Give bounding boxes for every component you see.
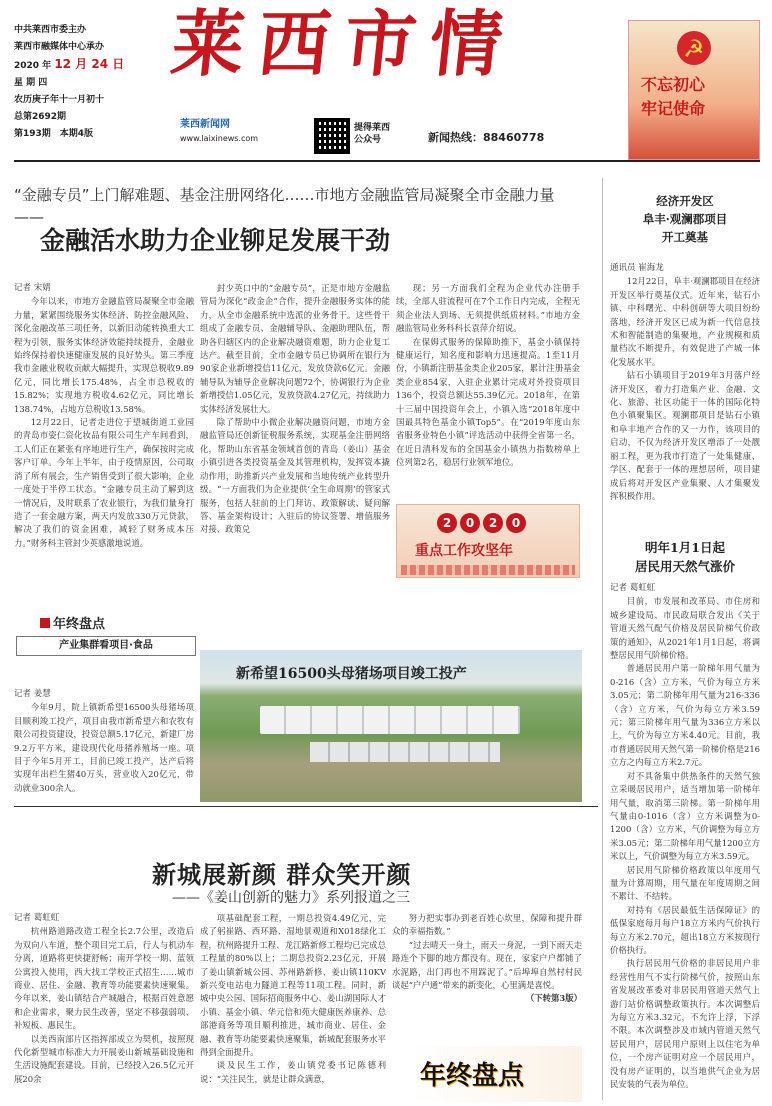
year-end-badge: 年终盘点 [412,1046,582,1102]
article-body [610,275,760,503]
byline: 记者 葛虹虹 [610,583,656,593]
article-column [610,582,760,1102]
square-icon [40,618,50,628]
sponsor-line: 中共莱西市委主办 [14,25,87,35]
site-url[interactable]: www.laixinews.com [180,133,259,143]
campaign-banner [396,504,580,578]
paragraph: 封少英口中的“金融专员”，正是市地方金融监管局为深化“政金企”合作，提升金融服务实体的能力，从全市金融系统中选派的业务骨干。这些骨干组成了金融专员、金融辅导队、金融助理队伍，帮助各归辖区内的企业解决融资难题，助力企业复工达产。截至目前，全市金融专员已协调所在银行为90家企业新增授信11亿元，发放贷款6亿元。金融辅导队为辅导企业解决问题72个，协调银行为企业新增授信1.05亿元，发放贷款4.27亿元，持续助力实体经济发展壮大。 [200,283,390,414]
article-column [396,282,580,492]
paragraph: 12月22日，记者走进位于望城街道工业园的青岛市姿仁资化妆品有限公司生产车间看到，工人们正在紧张有序地进行生产，确保按时完成客户订单。今年上半年，由于疫情原因，公司取消了所有展会，生产销售受到了很大影响，企业一度处于半停工状态。“金融专员主动了解到这一情况后，及时联系了农业银行，为我们量身打造了一套金融方案，两天内发放330万元贷款，解决了我们的资金困难，减轻了财务成本压力。”财务科主管封少英感激地说道。 [14,417,194,548]
byline: 记者 葛虹虹 [14,913,60,923]
paragraph: 居民用气阶梯价格政策以年度用气量为计算周期，用气量在年度周期之间不累计、不结转。 [610,864,760,902]
story-subheadline: ——《姜山创新的魅力》系列报道之三 [172,890,410,906]
site-logo[interactable] [180,118,310,144]
section-tag: 年终盘点 [40,616,105,635]
article-column [14,688,194,796]
sponsor-line: 莱西市融媒体中心承办 [14,42,105,52]
issue-number: 第193期 本期4版 [14,129,94,139]
paragraph: 对持有《居民最低生活保障证》的低保家庭每月每户18立方米内气价执行每立方米2.70元，超出18立方米按现行价格执行。 [610,904,760,955]
news-hotline: 新闻热线：88460778 [428,131,545,144]
column-divider [602,178,603,1100]
masthead-info [14,22,164,143]
total-issue: 总第2692期 [14,112,67,122]
story-headline[interactable]: 经济开发区 阜丰·观澜郡项目 开工奠基 [642,194,728,244]
byline: 通讯员 崔海龙 [610,263,664,273]
paragraph: 目前，市发展和改革局、市住房和城乡建设局、市民政局联合发出《关于管道天然气配气价格及居民阶梯气价政策的通知》，从2021年1月1日起，将调整居民用气阶梯价格。 [610,596,760,661]
newspaper-title: 莱西市情 [167,1,521,86]
farm-building [310,742,500,762]
article-body [396,282,580,470]
article-column [610,262,760,562]
story-headline[interactable]: 新城展新颜 群众笑开颜 [152,860,412,889]
article-body [14,925,194,1086]
article-body [610,595,760,1091]
photo-caption: 新希望16500头母猪场项目竣工投产 [236,666,467,682]
paragraph: 在保姆式服务的保障助推下，基金小镇保持健康运行，知名度和影响力迅速提高。1至11月份，小镇新注册基金类企业205家，累计注册基金类企业854家，入驻企业累计完成对外投资项目136个，投资总额达55.39亿元。2018年，在第十三届中国投资年会上，小镇入选“2018年度中国最具特色基金小镇Top5”。在“2019年度山东省服务业特色小镇”评选活动中获得全省第一名，在近日清科发布的全国基金小镇热力指数榜单上位列第2名，稳居行业领军地位。 [396,336,580,468]
paragraph: “过去晴天一身土，雨天一身泥，一到下雨天走路连个下脚的地方都没有。现在，家家户户都铺了水泥路，出门再也不用踩泥了。”后埠埠自然村村民谈起“户户通”带来的新变化，心里满是喜悦。 [392,939,582,991]
paragraph: 今年以来，市地方金融监管局凝聚全市金融力量，紧紧围绕服务实体经济、防控金融风险、深化金融改革三项任务，以新旧动能转换重大工程为引领，服务实体经济效能持续提升，金融业始终保持着快速健康发展的良好势头。第三季度我市金融业税收贡献大幅提升，实现总税收9.89亿元，同比增长175.48%，占全市总税收的15.82%；实现地方税收4.62亿元，同比增长138.74%，占地方总税收13.58%。 [14,296,194,414]
paragraph: 执行居民用气价格的非居民用户非经营性用气不实行阶梯气价，按照山东省发展改革委对非居民用管道天然气上游门站价格调整政策执行。本次调整后为每立方米3.32元，不允许上浮，下浮不限。本次调整涉及市域内管道天然气居民用户，居民用户原则上以住宅为单位，一个房产证明对应一个居民用户，没有房产证明的，以当地供气企业为居民安装的气表为单位。 [610,958,760,1090]
article-column [14,912,194,1102]
skyline-graphic [401,565,575,575]
lead-headline[interactable]: 金融活水助力企业铆足发展干劲 [40,226,391,255]
paragraph: 努力把实事办到老百姓心坎里，保障和提升群众的幸福指数。” [392,913,582,937]
qr-code-icon [314,118,350,154]
article-column [200,282,390,582]
section-subtitle: 产业集群看项目·食品 [16,636,196,656]
article-column [392,912,582,1012]
divider [14,806,598,807]
paragraph: 谈及民生工作，姜山镇党委书记陈德利说：“关注民生，就是让群众满意， [200,1060,386,1084]
article-body [200,282,390,537]
party-emblem-icon [677,31,711,65]
site-name: 莱西新闻网 [180,119,230,130]
byline: 记者 姜慧 [14,689,51,699]
divider [14,160,760,162]
banner-label: 重点工作攻坚年 [415,543,513,559]
paragraph: 钻石小镇项目于2019年3月落户经济开发区，着力打造集产业、金融、文化、旅游、社区功能于一体的国际化特色小镇聚集区。观澜郡项目是钻石小镇和阜丰地产合作的又一力作，该项目的启动，不仅为经济开发区增添了一处靓丽工程，更为我市打造了一处集健康、学区、配套于一体的理想居所，项目建成后将对开发区产业集聚、人才集聚发挥积极作用。 [610,370,760,501]
paragraph: 现；另一方面我们全程为企业代办注册手续，全部人驻流程可在7个工作日内完成，全程无须企业法人到场、无须提供纸质材料。”市地方金融监管局业务科科长袁萍介绍说。 [396,283,580,334]
paragraph: 杭州路道路改造工程全长2.7公里，改造后为双向八车道，整个项目完工后，行人与机动车分离，道路将更快捷舒畅；南开学校一期、蓝领公寓投入使用，西大找工学校正式招生……城市商业、居住、金融、教育等功能要素快速聚集。今年以来，姜山镇结合产城融合，根据百姓意愿和企业需求，聚力民生改善，坚定不移强弱项、补短板、惠民生。 [14,926,194,1031]
byline: 记者 宋婧 [14,283,51,293]
paragraph: 对不具备集中供热条件的天然气独立采暖居民用户，适当增加第一阶梯年用气量，取消第三阶梯。第一阶梯年用气量由0-1016（含）立方米调整为0-1200（含）立方米，气价调整为每立方米3.05元；第二阶梯年用气量1200立方米以上，气价调整为每立方米3.59元。 [610,770,760,862]
article-column [200,912,386,1102]
slogan-banner: ☭ 不忘初心 牢记使命 [628,20,760,160]
banner-year: 2 0 2 0 [437,513,526,533]
continued-note[interactable]: （下转第3版） [525,993,582,1004]
weekday: 星 期 四 [14,78,48,88]
article-body [14,295,194,550]
story-headline[interactable]: 明年1月1日起 居民用天然气涨价 [634,540,735,574]
farm-building [260,706,520,734]
paragraph: 普通居民用户第一阶梯年用气量为0-216（含）立方米，气价为每立方米3.05元；第二阶梯年用气量为216-336（含）立方米，气价为每立方米3.59元；第三阶梯年用气量为336立方米以上，气价为每立方米4.40元。目前，我市普通居民用天然气第一阶梯价格是216立方之内每立方米2.7元。 [610,663,760,768]
paragraph: 除了帮助中小微企业解决融资问题，市地方金融监管局还创新征税服务系统，实现基金注册网络化，帮助山东省基金领域首创的青岛（姜山）基金小镇引进各类投资基金及其管理机构，发挥资本撬动作用，助推新兴产业发展和当地传统产业转型升级。“一方面我们为企业提供‘全生命周期’的管家式服务，包括人驻前的上门拜访、政策解读、疑问解答、基金架构设计；入驻后的协议签署、增值服务对接、政策兑 [200,417,390,535]
article-body [14,701,194,795]
issue-date: 2020 年 12 月 24 日 [14,57,125,71]
article-body [392,912,582,992]
paragraph: 以美西南部片区指挥部成立为契机，按照现代化新型城市标准大力开展姜山新城基础设施和生活设施配套建设。目前，已经投入26.5亿元开展20余 [14,1033,194,1084]
qr-caption: 提得莱西 公众号 [354,123,391,145]
lead-kicker: “金融专员”上门解难题、基金注册网络化……市地方金融监管局凝聚全市金融力量—— [14,186,555,226]
paragraph: 今年9月，院上镇新希望16500头母猪场项目顺利竣工投产，项目由我市新希望六和农牧有限公司投资建设，投资总额5.17亿元，新建厂房9.2万平方米，建设现代化母猪养殖场一座。项目于今年5月开工，目前已竣工投产，达产后将实现年出栏生猪40万头，营业收入20亿元，带动就业300余人。 [14,702,194,793]
paragraph: 项基础配套工程，一期总投资4.49亿元，完成了躬崔路、西环路、湿地景观道和X018绿化工程，杭州路提升工程、龙江路新修工程均已完成总工程量的80%以上；二期总投资2.23亿元，开展了姜山镇新城公园、苏州路新修、姜山镇110KV新兴变电站电力隧道工程等11项工程。同时，新城中央公园、国际招商服务中心、姜山湖国际人才小镇、基金小镇、华元信和苑大健康医养康养、总部港商务等项目顺利推进，城市商业、居住、金融、教育等功能要素快速聚集，新城配套服务水平得到全面提升。 [200,913,386,1058]
article-body [200,912,386,1086]
paragraph: 12月22日，阜丰·观澜郡项目在经济开发区举行奠基仪式。近年来，钻石小镇、中科曙光、中科创研等大项目纷纷落地，经济开发区已成为新一代信息技术和智能制造的集聚地，产业规模和质量档次不断提升，有效促进了产城一体化发展水平。 [610,276,760,367]
lunar-date: 农历庚子年十一月初十 [14,95,105,105]
